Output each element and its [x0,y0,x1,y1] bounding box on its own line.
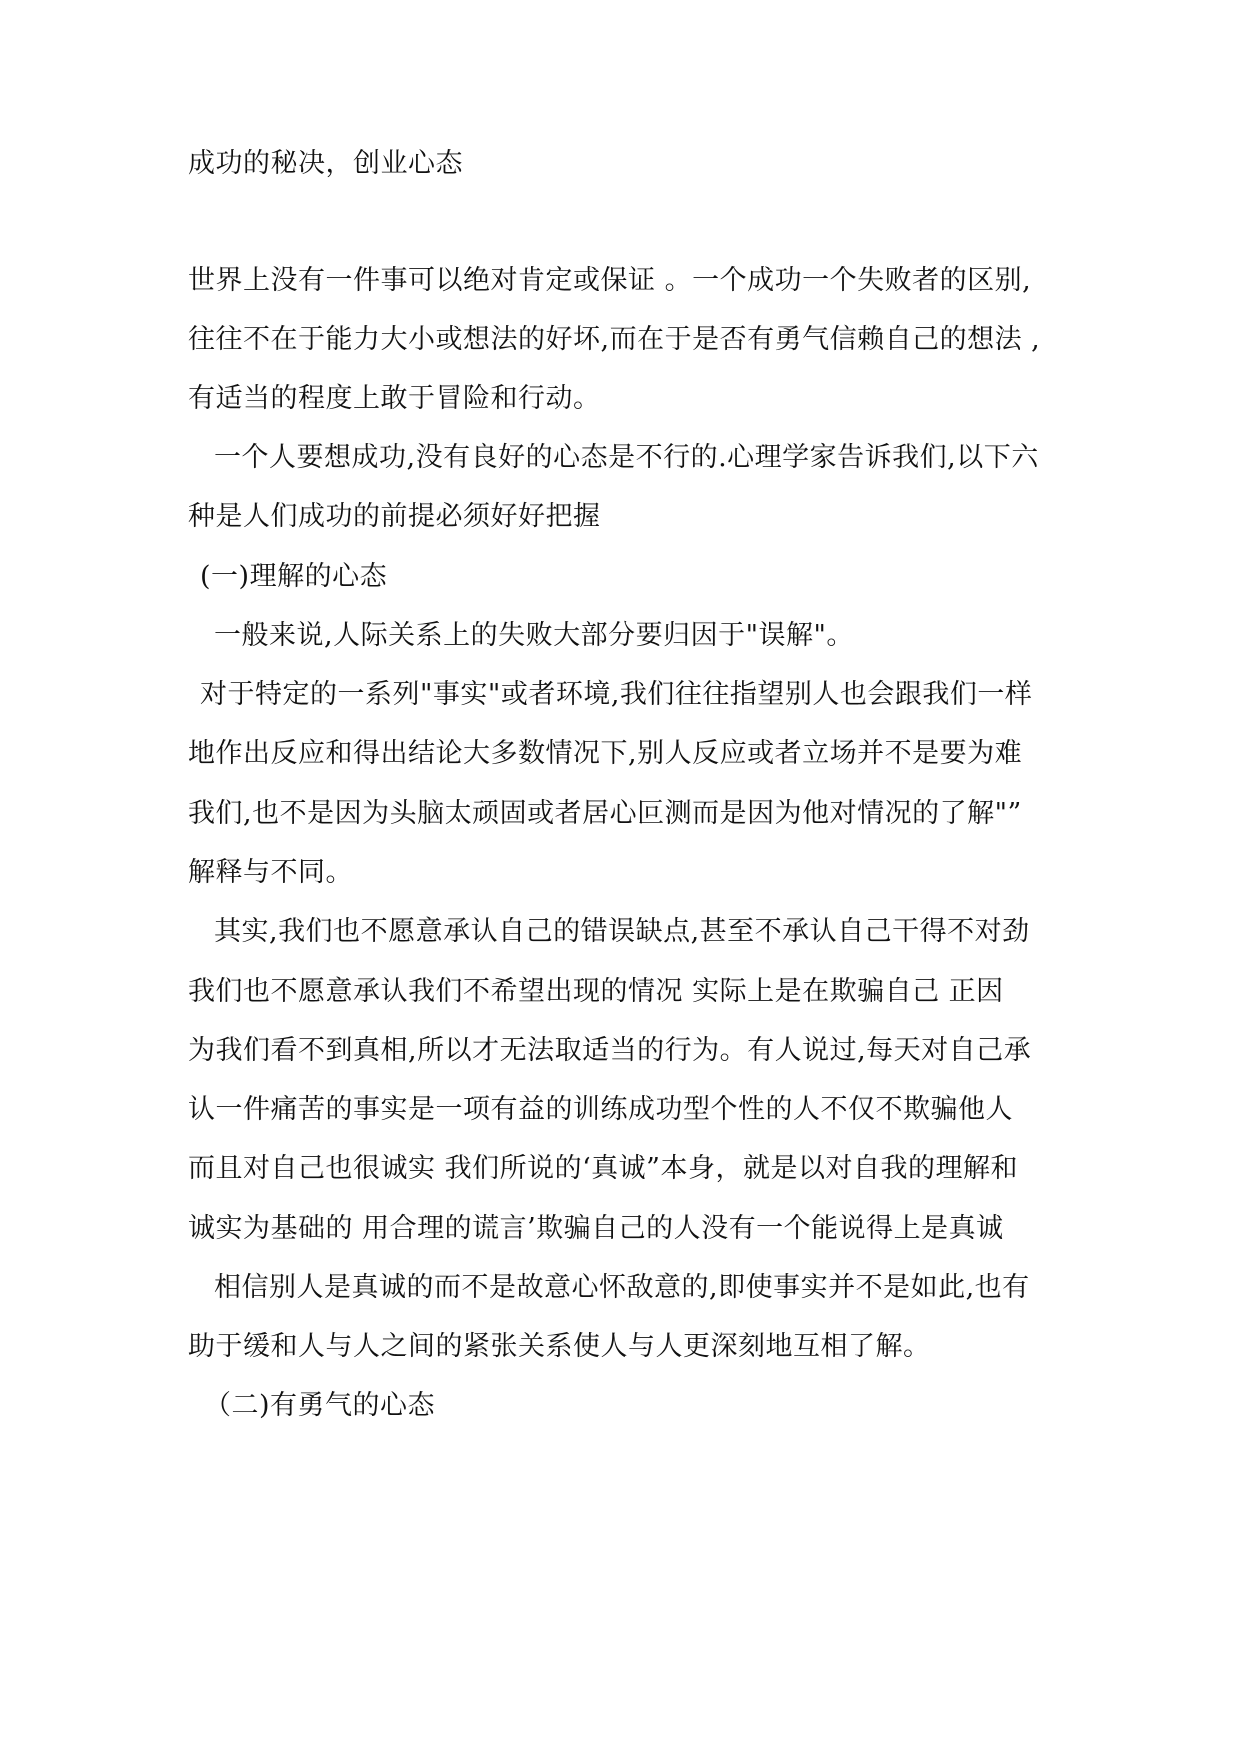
paragraph-line: 解释与不同。 [188,857,353,888]
paragraph-line: 地作出反应和得出结论大多数情况下,别人反应或者立场并不是要为难 [188,738,1023,769]
paragraph-line: 我们也不愿意承认我们不希望出现的情况 实际上是在欺骗自己 正因 [188,976,1004,1007]
paragraph-line: 相信别人是真诚的而不是故意心怀敌意的,即使事实并不是如此,也有 [214,1272,1030,1303]
paragraph-line: 对于特定的一系列"事实"或者环境,我们往往指望别人也会跟我们一样 [200,679,1033,710]
paragraph-line: 往往不在于能力大小或想法的好坏,而在于是否有勇气信赖自己的想法 , [188,324,1041,355]
section-heading: （二)有勇气的心态 [204,1390,436,1421]
paragraph-line: 我们,也不是因为头脑太顽固或者居心叵测而是因为他对情况的了解"” [188,798,1022,829]
document-title: 成功的秘决，创业心态 [188,148,463,179]
paragraph-line: 有适当的程度上敢于冒险和行动。 [188,383,601,414]
section-heading: (一)理解的心态 [200,561,388,592]
paragraph-line: 世界上没有一件事可以绝对肯定或保证 。一个成功一个失败者的区别, [188,265,1032,296]
paragraph-line: 而且对自己也很诚实 我们所说的‘真诚”本身，就是以对自我的理解和 [188,1153,1018,1184]
paragraph-line: 种是人们成功的前提必须好好把握 [188,501,601,532]
paragraph-line: 为我们看不到真相,所以才无法取适当的行为。有人说过,每天对自己承 [188,1035,1032,1066]
paragraph-line: 认一件痛苦的事实是一项有益的训练成功型个性的人不仅不欺骗他人 [188,1094,1013,1125]
paragraph-line: 其实,我们也不愿意承认自己的错误缺点,甚至不承认自己干得不对劲 [214,916,1030,947]
paragraph-line: 一个人要想成功,没有良好的心态是不行的.心理学家告诉我们,以下六 [214,442,1039,473]
paragraph-line: 诚实为基础的 用合理的谎言’欺骗自己的人没有一个能说得上是真诚 [188,1213,1004,1244]
paragraph-line: 助于缓和人与人之间的紧张关系使人与人更深刻地互相了解。 [188,1331,931,1362]
paragraph-line: 一般来说,人际关系上的失败大部分要归因于"误解"。 [214,620,854,651]
